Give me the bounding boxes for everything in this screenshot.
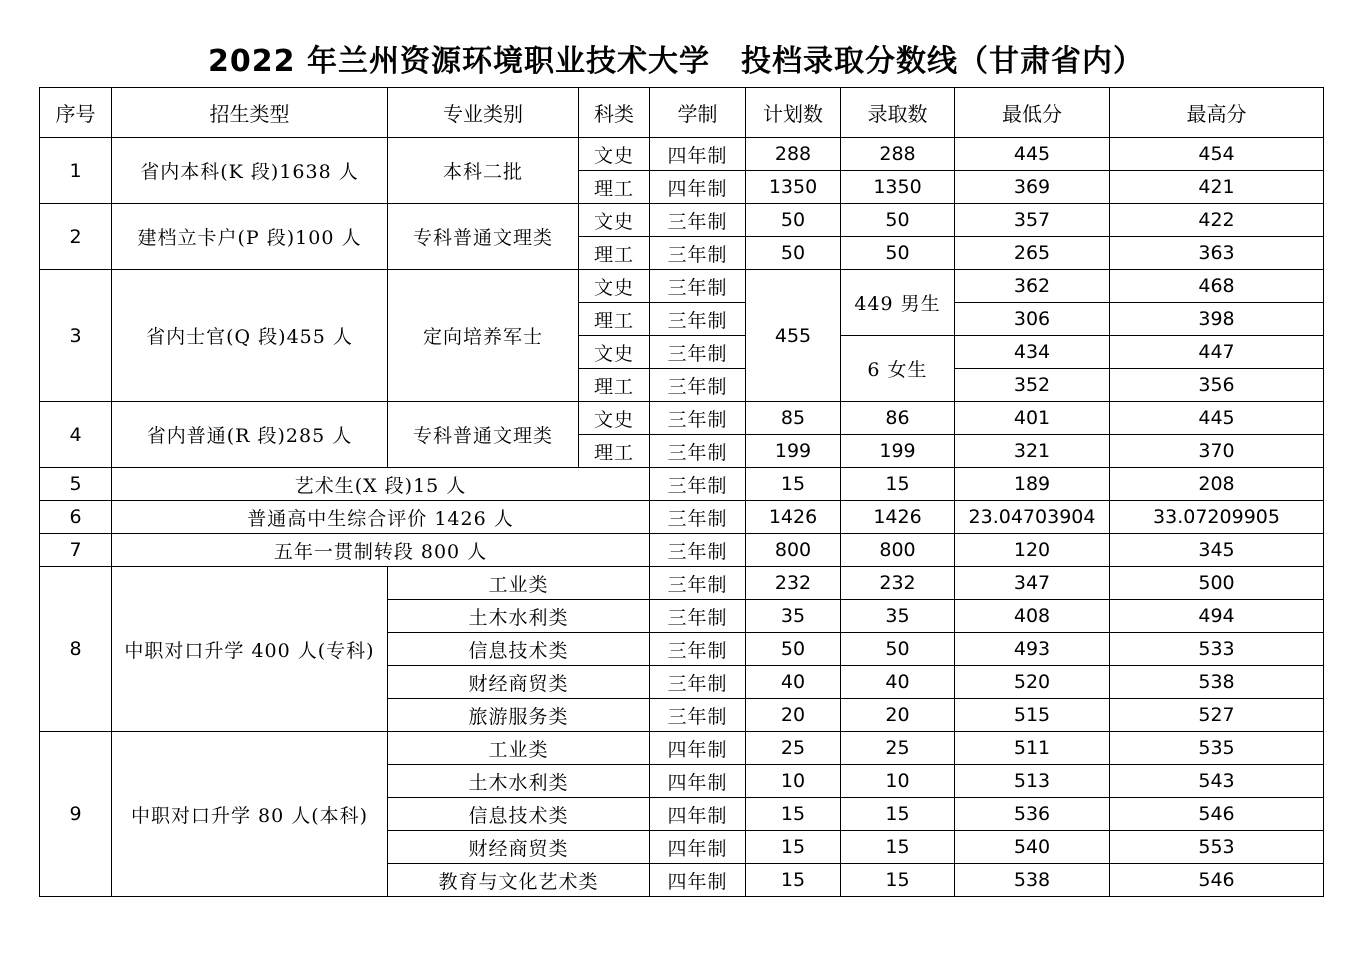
admission-score-table	[39, 87, 1324, 897]
header-subject: 科类	[579, 88, 650, 138]
admit-cell: 15	[841, 798, 955, 831]
max-score-cell: 208	[1110, 468, 1324, 501]
min-score-cell: 352	[955, 369, 1110, 402]
subject-cell: 理工	[579, 369, 650, 402]
plan-cell: 25	[746, 732, 841, 765]
major-cell: 财经商贸类	[388, 666, 650, 699]
plan-cell: 10	[746, 765, 841, 798]
subject-cell: 理工	[579, 435, 650, 468]
max-score-cell: 422	[1110, 204, 1324, 237]
table-row	[40, 732, 1324, 765]
min-score-cell: 369	[955, 171, 1110, 204]
max-score-cell: 533	[1110, 633, 1324, 666]
system-cell: 四年制	[650, 138, 746, 171]
major-cell: 信息技术类	[388, 633, 650, 666]
plan-cell: 40	[746, 666, 841, 699]
max-score-cell: 445	[1110, 402, 1324, 435]
max-score-cell: 527	[1110, 699, 1324, 732]
subject-cell: 文史	[579, 204, 650, 237]
system-cell: 三年制	[650, 501, 746, 534]
plan-cell: 199	[746, 435, 841, 468]
min-score-cell: 23.04703904	[955, 501, 1110, 534]
plan-cell: 35	[746, 600, 841, 633]
system-cell: 三年制	[650, 468, 746, 501]
system-cell: 三年制	[650, 633, 746, 666]
plan-cell: 1350	[746, 171, 841, 204]
header-type: 招生类型	[112, 88, 388, 138]
admit-cell: 15	[841, 831, 955, 864]
type-cell: 省内本科(K 段)1638 人	[112, 138, 388, 204]
max-score-cell: 447	[1110, 336, 1324, 369]
plan-cell: 20	[746, 699, 841, 732]
admit-cell: 20	[841, 699, 955, 732]
admit-cell: 10	[841, 765, 955, 798]
system-cell: 四年制	[650, 831, 746, 864]
min-score-cell: 120	[955, 534, 1110, 567]
min-score-cell: 408	[955, 600, 1110, 633]
plan-cell: 15	[746, 468, 841, 501]
system-cell: 四年制	[650, 798, 746, 831]
type-cell: 中职对口升学 400 人(专科)	[112, 567, 388, 732]
min-score-cell: 321	[955, 435, 1110, 468]
min-score-cell: 265	[955, 237, 1110, 270]
max-score-cell: 553	[1110, 831, 1324, 864]
type-cell: 省内普通(R 段)285 人	[112, 402, 388, 468]
table-row	[40, 138, 1324, 171]
system-cell: 三年制	[650, 567, 746, 600]
table-row	[40, 501, 1324, 534]
max-score-cell: 33.07209905	[1110, 501, 1324, 534]
system-cell: 三年制	[650, 336, 746, 369]
admit-cell: 288	[841, 138, 955, 171]
subject-cell: 理工	[579, 303, 650, 336]
subject-cell: 文史	[579, 402, 650, 435]
type-cell: 中职对口升学 80 人(本科)	[112, 732, 388, 897]
seq-cell: 8	[40, 567, 112, 732]
major-cell: 财经商贸类	[388, 831, 650, 864]
max-score-cell: 345	[1110, 534, 1324, 567]
max-score-cell: 546	[1110, 864, 1324, 897]
system-cell: 三年制	[650, 534, 746, 567]
plan-cell: 50	[746, 204, 841, 237]
type-cell: 艺术生(X 段)15 人	[112, 468, 650, 501]
admit-cell: 1426	[841, 501, 955, 534]
max-score-cell: 500	[1110, 567, 1324, 600]
max-score-cell: 543	[1110, 765, 1324, 798]
max-score-cell: 363	[1110, 237, 1324, 270]
header-row	[40, 88, 1324, 138]
min-score-cell: 357	[955, 204, 1110, 237]
max-score-cell: 494	[1110, 600, 1324, 633]
plan-cell: 15	[746, 831, 841, 864]
min-score-cell: 445	[955, 138, 1110, 171]
min-score-cell: 362	[955, 270, 1110, 303]
admit-cell: 1350	[841, 171, 955, 204]
major-cell: 旅游服务类	[388, 699, 650, 732]
major-cell: 工业类	[388, 567, 650, 600]
seq-cell: 7	[40, 534, 112, 567]
max-score-cell: 398	[1110, 303, 1324, 336]
admit-female-cell: 6 女生	[841, 336, 955, 402]
admit-male-cell: 449 男生	[841, 270, 955, 336]
plan-cell: 15	[746, 798, 841, 831]
seq-cell: 3	[40, 270, 112, 402]
major-cell: 定向培养军士	[388, 270, 579, 402]
admit-cell: 50	[841, 204, 955, 237]
type-cell: 省内士官(Q 段)455 人	[112, 270, 388, 402]
max-score-cell: 546	[1110, 798, 1324, 831]
min-score-cell: 540	[955, 831, 1110, 864]
plan-cell: 232	[746, 567, 841, 600]
system-cell: 三年制	[650, 270, 746, 303]
max-score-cell: 421	[1110, 171, 1324, 204]
header-major: 专业类别	[388, 88, 579, 138]
header-system: 学制	[650, 88, 746, 138]
max-score-cell: 370	[1110, 435, 1324, 468]
min-score-cell: 536	[955, 798, 1110, 831]
seq-cell: 5	[40, 468, 112, 501]
header-seq: 序号	[40, 88, 112, 138]
admit-cell: 50	[841, 237, 955, 270]
admit-cell: 800	[841, 534, 955, 567]
major-cell: 土木水利类	[388, 600, 650, 633]
seq-cell: 9	[40, 732, 112, 897]
min-score-cell: 515	[955, 699, 1110, 732]
table-row	[40, 534, 1324, 567]
max-score-cell: 356	[1110, 369, 1324, 402]
min-score-cell: 347	[955, 567, 1110, 600]
admit-cell: 232	[841, 567, 955, 600]
header-plan: 计划数	[746, 88, 841, 138]
major-cell: 专科普通文理类	[388, 402, 579, 468]
max-score-cell: 468	[1110, 270, 1324, 303]
subject-cell: 文史	[579, 336, 650, 369]
min-score-cell: 511	[955, 732, 1110, 765]
max-score-cell: 535	[1110, 732, 1324, 765]
seq-cell: 4	[40, 402, 112, 468]
seq-cell: 6	[40, 501, 112, 534]
major-cell: 教育与文化艺术类	[388, 864, 650, 897]
system-cell: 四年制	[650, 732, 746, 765]
subject-cell: 文史	[579, 270, 650, 303]
subject-cell: 理工	[579, 237, 650, 270]
table-row	[40, 204, 1324, 237]
min-score-cell: 520	[955, 666, 1110, 699]
min-score-cell: 401	[955, 402, 1110, 435]
admit-cell: 25	[841, 732, 955, 765]
major-cell: 土木水利类	[388, 765, 650, 798]
table-row	[40, 270, 1324, 303]
min-score-cell: 434	[955, 336, 1110, 369]
plan-cell: 85	[746, 402, 841, 435]
subject-cell: 理工	[579, 171, 650, 204]
subject-cell: 文史	[579, 138, 650, 171]
system-cell: 四年制	[650, 765, 746, 798]
system-cell: 三年制	[650, 204, 746, 237]
system-cell: 三年制	[650, 600, 746, 633]
header-min: 最低分	[955, 88, 1110, 138]
major-cell: 专科普通文理类	[388, 204, 579, 270]
system-cell: 三年制	[650, 369, 746, 402]
min-score-cell: 493	[955, 633, 1110, 666]
system-cell: 三年制	[650, 699, 746, 732]
min-score-cell: 513	[955, 765, 1110, 798]
plan-cell: 50	[746, 237, 841, 270]
seq-cell: 2	[40, 204, 112, 270]
system-cell: 三年制	[650, 303, 746, 336]
system-cell: 三年制	[650, 237, 746, 270]
table-row	[40, 567, 1324, 600]
plan-cell: 50	[746, 633, 841, 666]
plan-cell: 1426	[746, 501, 841, 534]
type-cell: 五年一贯制转段 800 人	[112, 534, 650, 567]
type-cell: 普通高中生综合评价 1426 人	[112, 501, 650, 534]
plan-cell: 15	[746, 864, 841, 897]
system-cell: 三年制	[650, 402, 746, 435]
system-cell: 三年制	[650, 435, 746, 468]
plan-cell: 800	[746, 534, 841, 567]
header-admit: 录取数	[841, 88, 955, 138]
min-score-cell: 538	[955, 864, 1110, 897]
max-score-cell: 454	[1110, 138, 1324, 171]
system-cell: 三年制	[650, 666, 746, 699]
admit-cell: 86	[841, 402, 955, 435]
system-cell: 四年制	[650, 864, 746, 897]
major-cell: 信息技术类	[388, 798, 650, 831]
type-cell: 建档立卡户(P 段)100 人	[112, 204, 388, 270]
max-score-cell: 538	[1110, 666, 1324, 699]
table-row	[40, 468, 1324, 501]
major-cell: 本科二批	[388, 138, 579, 204]
table-row	[40, 402, 1324, 435]
major-cell: 工业类	[388, 732, 650, 765]
page-title: 2022 年兰州资源环境职业技术大学 投档录取分数线（甘肃省内）	[208, 44, 1144, 79]
admit-cell: 50	[841, 633, 955, 666]
system-cell: 四年制	[650, 171, 746, 204]
seq-cell: 1	[40, 138, 112, 204]
min-score-cell: 306	[955, 303, 1110, 336]
admit-cell: 15	[841, 468, 955, 501]
admit-cell: 35	[841, 600, 955, 633]
header-max: 最高分	[1110, 88, 1324, 138]
admit-cell: 199	[841, 435, 955, 468]
admit-cell: 40	[841, 666, 955, 699]
plan-cell: 455	[746, 270, 841, 402]
admit-cell: 15	[841, 864, 955, 897]
min-score-cell: 189	[955, 468, 1110, 501]
plan-cell: 288	[746, 138, 841, 171]
